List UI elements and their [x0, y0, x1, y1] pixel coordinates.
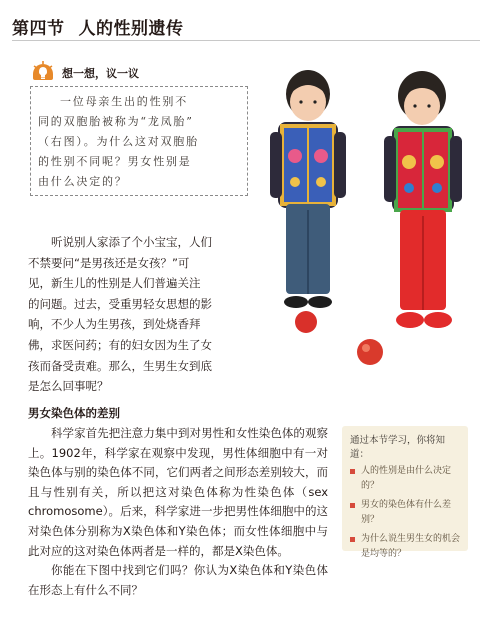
section-number: 第四节	[12, 19, 65, 39]
boy-figure	[270, 70, 346, 333]
section-title	[12, 14, 184, 39]
goals-title: 通过本节学习，你将知道：	[350, 435, 446, 460]
lightbulb-brain-icon	[30, 58, 56, 84]
twins-photo	[248, 54, 484, 380]
think-text	[38, 92, 238, 192]
intro-line: 听说别人家添了个小宝宝，人们	[51, 235, 212, 249]
goal-item	[350, 464, 460, 494]
goal-text: 为什么说生男生女的机会是均等的？	[361, 534, 461, 559]
think-line: 的性别不同呢？男女性别是	[38, 155, 192, 168]
goal-item	[350, 498, 460, 528]
subsection-body	[28, 424, 328, 600]
body-paragraph: 科学家首先把注意力集中到对男性和女性染色体的观察上。1902年，科学家在观察中发现，男性体细胞中有一对染色体与别的染色体不同，它们两者之间形态差别较大，而且与性别有关，所以把这对染色体称为性染色体（sex chromosome）。后来，科学家进一步把男性体细胞中的这对染色体分别称为X染色体和Y染色体；而女性体细胞中与此对应的这对染色体两者是一样的，都是X染色体。	[28, 426, 328, 558]
think-line: （右图）。为什么这对双胞胎	[38, 135, 199, 148]
intro-line: 见，新生儿的性别是人们普遍关注	[28, 276, 201, 291]
goal-text: 男女的染色体有什么差别？	[361, 500, 452, 525]
subsection-heading: 男女染色体的差别	[28, 406, 120, 420]
think-line: 一位母亲生出的性别不	[60, 95, 188, 108]
intro-paragraph	[28, 232, 246, 397]
title-divider	[12, 40, 480, 41]
intro-line: 不禁要问“是男孩还是女孩？”可	[28, 255, 190, 270]
body-paragraph: 你能在下图中找到它们吗？你认为X染色体和Y染色体在形态上有什么不同？	[28, 563, 328, 597]
intro-line: 响，不少人为生男孩，到处烧香拜	[28, 317, 201, 332]
section-title-text: 人的性别遗传	[78, 19, 184, 39]
learning-goals-box	[342, 426, 468, 559]
intro-line: 佛，求医问药；有的妇女因为生了女	[28, 337, 212, 352]
think-line: 由什么决定的？	[38, 175, 128, 188]
intro-line: 的问题。过去，受重男轻女思想的影	[28, 296, 212, 311]
square-bullet-icon	[350, 537, 355, 542]
think-line: 同的双胞胎被称为“龙凤胎”	[38, 115, 194, 128]
goal-text: 人的性别是由什么决定的？	[361, 466, 452, 491]
girl-figure	[384, 71, 462, 328]
goal-item	[350, 532, 460, 562]
intro-line: 是怎么回事呢？	[28, 379, 109, 394]
intro-line: 孩而备受责难。那么，生男生女到底	[28, 358, 212, 373]
think-label: 想一想，议一议	[62, 67, 139, 80]
square-bullet-icon	[350, 469, 355, 474]
square-bullet-icon	[350, 503, 355, 508]
